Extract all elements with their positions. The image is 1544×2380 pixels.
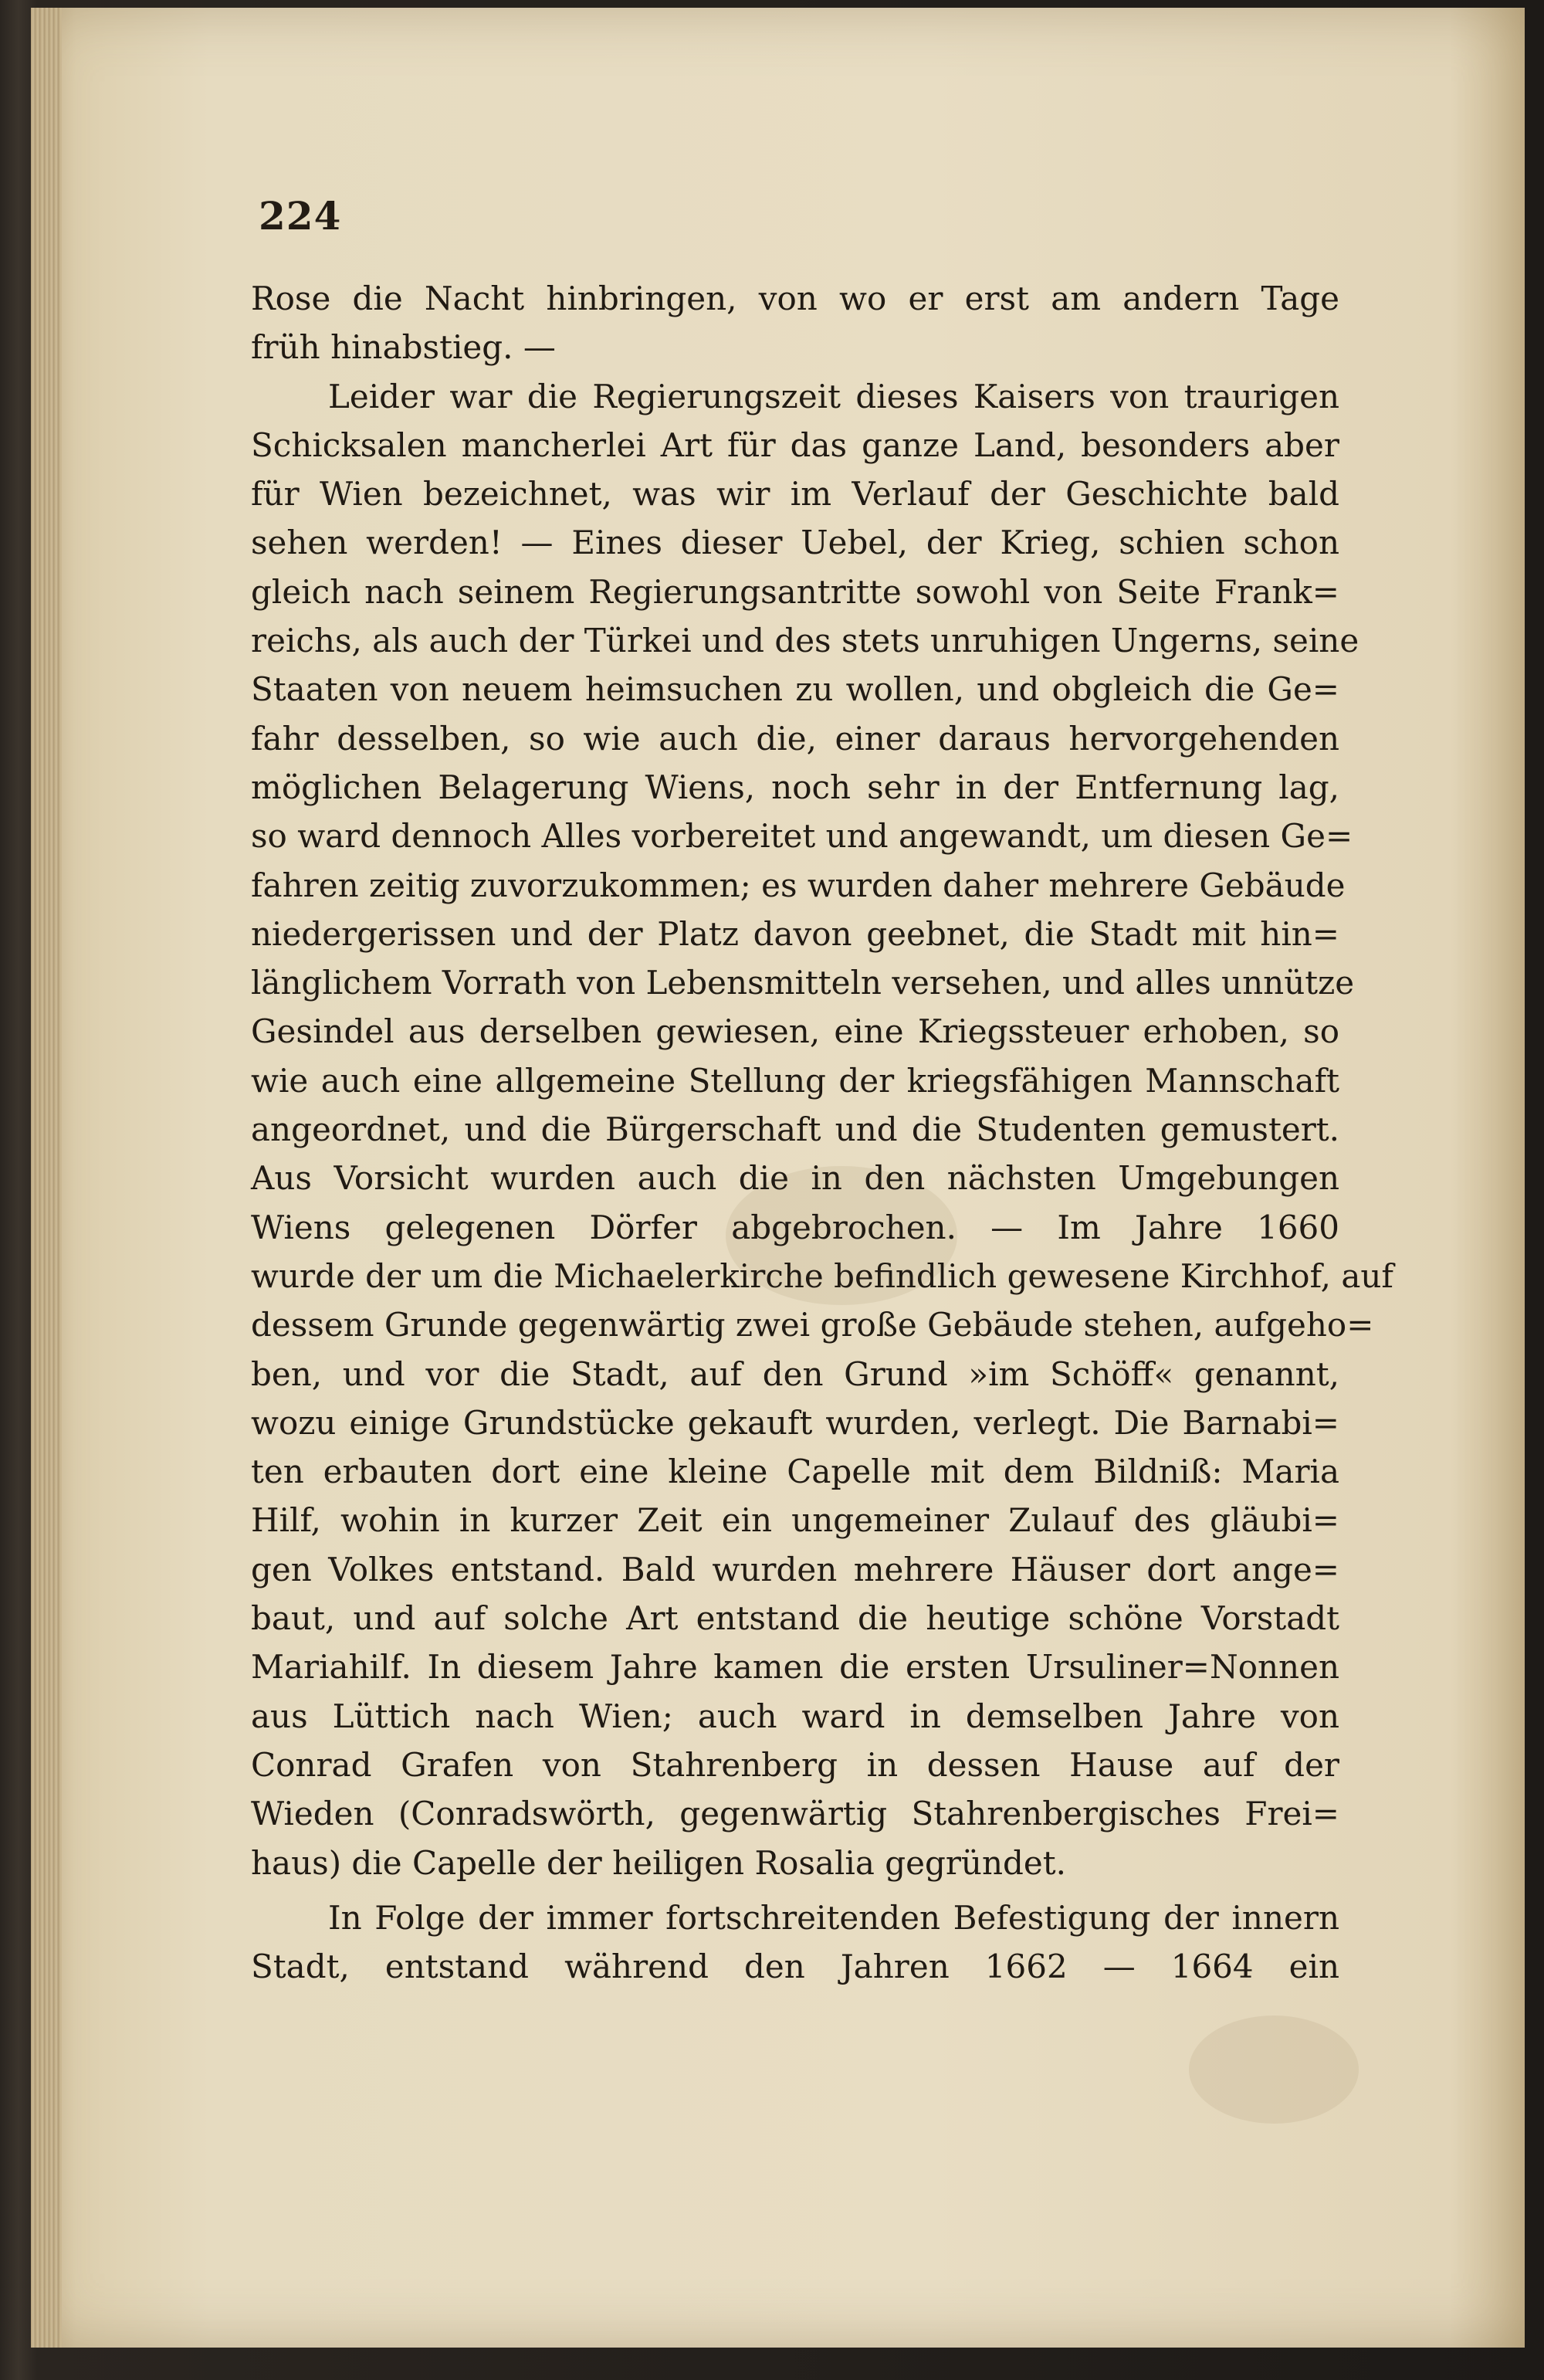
- text-line: Staaten von neuem heimsuchen zu wollen, und obgleich die Ge=: [251, 670, 1339, 709]
- text-line: Gesindel aus derselben gewiesen, eine Kriegssteuer erhoben, so: [251, 1012, 1339, 1051]
- text-line: aus Lüttich nach Wien; auch ward in demselben Jahre von: [251, 1697, 1339, 1735]
- text-line: wozu einige Grundstücke gekauft wurden, verlegt. Die Barnabi=: [251, 1403, 1339, 1442]
- text-line: sehen werden! — Eines dieser Uebel, der Krieg, schien schon: [251, 524, 1339, 562]
- text-line: wie auch eine allgemeine Stellung der kriegsfähigen Mannschaft: [251, 1061, 1339, 1100]
- text-line: baut, und auf solche Art entstand die heutige schöne Vorstadt: [251, 1599, 1339, 1638]
- text-line: so ward dennoch Alles vorbereitet und angewandt, um diesen Ge=: [251, 817, 1353, 856]
- text-line: wurde der um die Michaelerkirche befindlich gewesene Kirchhof, auf: [251, 1256, 1393, 1295]
- text-line: Wiens gelegenen Dörfer abgebrochen. — Im Jahre 1660: [251, 1208, 1339, 1246]
- text-line: möglichen Belagerung Wiens, noch sehr in der Entfernung lag,: [251, 768, 1339, 806]
- text-line: Mariahilf. In diesem Jahre kamen die ersten Ursuliner=Nonnen: [251, 1648, 1339, 1687]
- text-line: In Folge der immer fortschreitenden Befestigung der innern: [328, 1898, 1339, 1937]
- text-line: Conrad Grafen von Stahrenberg in dessen Hause auf der: [251, 1745, 1339, 1784]
- text-line: Aus Vorsicht wurden auch die in den nächsten Umgebungen: [251, 1159, 1339, 1198]
- paragraph-gap: [251, 1887, 1339, 1893]
- text-line: Leider war die Regierungszeit dieses Kaisers von traurigen: [328, 377, 1339, 415]
- text-line: gen Volkes entstand. Bald wurden mehrere Häuser dort ange=: [251, 1550, 1339, 1588]
- body-text: [251, 274, 1393, 1991]
- text-line: fahr desselben, so wie auch die, einer daraus hervorgehenden: [251, 719, 1339, 758]
- text-line: Wieden (Conradswörth, gegenwärtig Stahrenbergisches Frei=: [251, 1795, 1339, 1833]
- text-line: Stadt, entstand während den Jahren 1662 — 1664 ein: [251, 1948, 1339, 1986]
- text-line: Hilf, wohin in kurzer Zeit ein ungemeiner Zulauf des gläubi=: [251, 1501, 1339, 1540]
- text-line: gleich nach seinem Regierungsantritte sowohl von Seite Frank=: [251, 572, 1339, 611]
- text-line: fahren zeitig zuvorzukommen; es wurden daher mehrere Gebäude: [251, 866, 1346, 904]
- page-gutter: [31, 8, 62, 2348]
- text-line: dessem Grunde gegenwärtig zwei große Gebäude stehen, aufgeho=: [251, 1306, 1374, 1344]
- text-line: länglichem Vorrath von Lebensmitteln versehen, und alles unnütze: [251, 964, 1355, 1002]
- text-line: haus) die Capelle der heiligen Rosalia gegründet.: [251, 1843, 1066, 1882]
- paper-stain: [1189, 2016, 1359, 2124]
- text-line: ben, und vor die Stadt, auf den Grund »im Schöff« genannt,: [251, 1354, 1339, 1393]
- text-line: Rose die Nacht hinbringen, von wo er erst am andern Tage: [251, 280, 1339, 317]
- page-number: 224: [259, 193, 342, 239]
- text-line: früh hinabstieg. —: [251, 328, 556, 367]
- text-line: niedergerissen und der Platz davon geebnet, die Stadt mit hin=: [251, 914, 1339, 953]
- text-line: reichs, als auch der Türkei und des stets unruhigen Ungerns, seine: [251, 622, 1359, 660]
- text-line: Schicksalen mancherlei Art für das ganze Land, besonders aber: [251, 425, 1339, 464]
- text-line: angeordnet, und die Bürgerschaft und die Studenten gemustert.: [251, 1110, 1339, 1149]
- text-line: für Wien bezeichnet, was wir im Verlauf der Geschichte bald: [251, 475, 1339, 514]
- text-line: ten erbauten dort eine kleine Capelle mit dem Bildniß: Maria: [251, 1453, 1339, 1491]
